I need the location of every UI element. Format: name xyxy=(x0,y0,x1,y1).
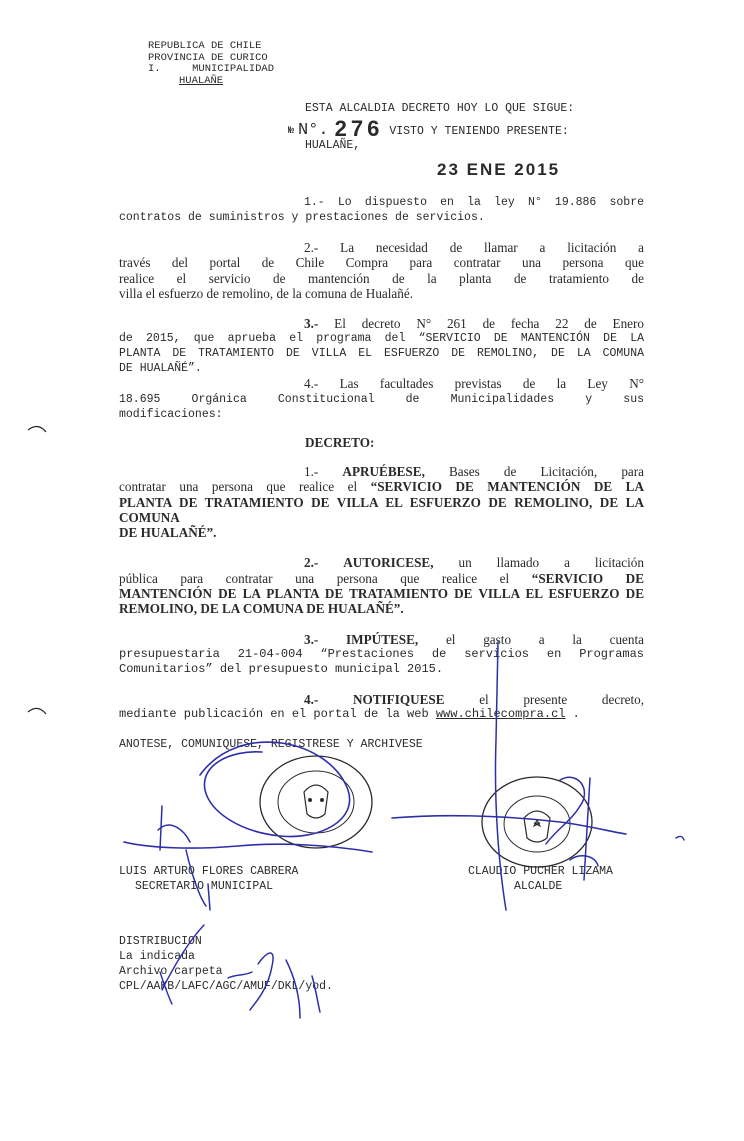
item-number: 2.- xyxy=(304,555,319,571)
resolution-verb: AUTORICESE, xyxy=(343,555,434,571)
item-text: Bases de Licitación, para xyxy=(449,464,645,479)
coat-of-arms-icon xyxy=(524,811,550,842)
item-text: contratos de suministros y prestaciones de servicios. xyxy=(119,211,485,224)
distribution-item: Archivo carpeta xyxy=(119,965,223,978)
municipal-seal-mayor xyxy=(478,774,596,870)
item-text: villa el esfuerzo de remolino, de la comuna de Hualañé. xyxy=(119,285,414,301)
item-number: 1.- xyxy=(304,196,325,209)
closing-formula: ANOTESE, COMUNIQUESE, REGISTRESE Y ARCHIVESE xyxy=(119,738,423,751)
resolution-verb: APRUÉBESE, xyxy=(342,464,425,479)
item-number: 4.- xyxy=(304,376,319,392)
item-text: MANTENCIÓN DE LA PLANTA DE TRATAMIENTO DE VILLA EL ESFUERZO DE xyxy=(119,586,644,602)
item-number: 2.- xyxy=(304,240,319,255)
chilecompra-link[interactable]: www.chilecompra.cl xyxy=(435,707,566,722)
item-text: realice el servicio de mantención de la planta de tratamiento de xyxy=(119,270,644,286)
item-text: Lo dispuesto en la ley N° 19.886 sobre xyxy=(337,196,644,209)
numbering-stamp-icon: № xyxy=(288,126,295,137)
resolution-4 xyxy=(119,692,644,722)
item-text: PLANTA DE TRATAMIENTO DE VILLA EL ESFUERZO DE REMOLINO, DE LA COMUNA xyxy=(119,347,644,361)
resolution-3 xyxy=(119,632,644,677)
letterhead xyxy=(148,41,274,87)
item-text: “SERVICIO DE MANTENCIÓN DE LA xyxy=(370,479,644,495)
considerando-4 xyxy=(119,376,644,421)
signatory-title: SECRETARIO MUNICIPAL xyxy=(135,880,274,893)
item-number: 3.- xyxy=(304,316,319,332)
signatory-title: ALCALDE xyxy=(514,880,563,893)
decree-number-prefix: N°. xyxy=(298,121,329,140)
item-text: el presente decreto, xyxy=(479,691,645,707)
item-text: modificaciones: xyxy=(119,407,223,421)
item-text: mediante publicación en el portal de la web xyxy=(119,707,436,722)
item-text: pública para contratar una persona que realice el xyxy=(119,570,532,586)
resolution-1 xyxy=(119,464,644,540)
item-text: La necesidad de llamar a licitación a xyxy=(340,240,644,255)
item-number: 4.- xyxy=(304,691,319,707)
visto-heading: VISTO Y TENIENDO PRESENTE: xyxy=(389,125,569,138)
item-text: Las facultades previstas de la Ley N° xyxy=(339,376,644,392)
item-text: PLANTA DE TRATAMIENTO DE VILLA EL ESFUERZO DE REMOLINO, DE LA COMUNA xyxy=(119,494,644,525)
resolution-2 xyxy=(119,555,644,616)
distribution-block xyxy=(119,934,333,994)
distribution-item: La indicada xyxy=(119,950,195,963)
considerando-3 xyxy=(119,316,644,376)
coat-of-arms-icon xyxy=(304,785,328,818)
decree-number: 276 xyxy=(334,116,384,141)
item-text: El decreto N° 261 de fecha 22 de Enero xyxy=(334,316,645,332)
letterhead-country: REPUBLICA DE CHILE xyxy=(148,40,262,52)
letterhead-municipality: I. MUNICIPALIDAD xyxy=(148,63,275,75)
date-stamp: 23 ENE 2015 xyxy=(437,160,561,179)
item-text: un llamado a licitación xyxy=(458,555,644,571)
item-text: el gasto a la cuenta xyxy=(445,631,645,647)
decree-city: HUALAÑE, xyxy=(305,139,361,152)
item-text: de 2015, que aprueba el programa del “SERVICIO DE MANTENCIÓN DE LA xyxy=(119,332,644,346)
item-text: “SERVICIO DE xyxy=(531,570,644,586)
decreto-heading: DECRETO: xyxy=(305,435,375,450)
signatory-name: CLAUDIO PUCHER LIZAMA xyxy=(468,865,613,878)
resolution-verb: NOTIFIQUESE xyxy=(352,691,445,707)
municipal-seal-secretary xyxy=(256,752,376,852)
item-text: través del portal de Chile Compra para contratar una persona que xyxy=(119,255,644,271)
item-text: DE HUALAÑÉ”. xyxy=(119,362,202,376)
distribution-title: DISTRIBUCION xyxy=(119,935,202,948)
item-number: 3.- xyxy=(304,631,319,647)
considerando-1 xyxy=(119,195,644,225)
considerandos xyxy=(119,195,644,422)
considerando-2 xyxy=(119,240,644,301)
item-text: DE HUALAÑÉ”. xyxy=(119,525,217,541)
letterhead-province: PROVINCIA DE CURICO xyxy=(148,51,268,64)
signatory-name: LUIS ARTURO FLORES CABRERA xyxy=(119,865,299,878)
item-number: 1.- xyxy=(304,464,319,479)
resolution-verb: IMPÚTESE, xyxy=(346,631,419,647)
distribution-item: CPL/AAKB/LAFC/AGC/AMUF/DKL/yod. xyxy=(119,980,333,993)
letterhead-commune: HUALAÑE xyxy=(179,74,224,87)
item-text: contratar una persona que realice el xyxy=(119,479,371,495)
signatory-secretary xyxy=(119,864,298,894)
item-text: Comunitarios” del presupuesto municipal 2015. xyxy=(119,661,444,676)
item-text: . xyxy=(565,707,580,722)
decree-intro: ESTA ALCALDIA DECRETO HOY LO QUE SIGUE: xyxy=(305,102,575,115)
item-text: REMOLINO, DE LA COMUNA DE HUALAÑÉ”. xyxy=(119,601,404,617)
item-text: 18.695 Orgánica Constitucional de Municipalidades y sus xyxy=(119,392,644,406)
resolutions xyxy=(119,464,644,722)
decree-number-line xyxy=(288,117,569,139)
item-text: presupuestaria 21-04-004 “Prestaciones de servicios en Programas xyxy=(119,646,644,661)
